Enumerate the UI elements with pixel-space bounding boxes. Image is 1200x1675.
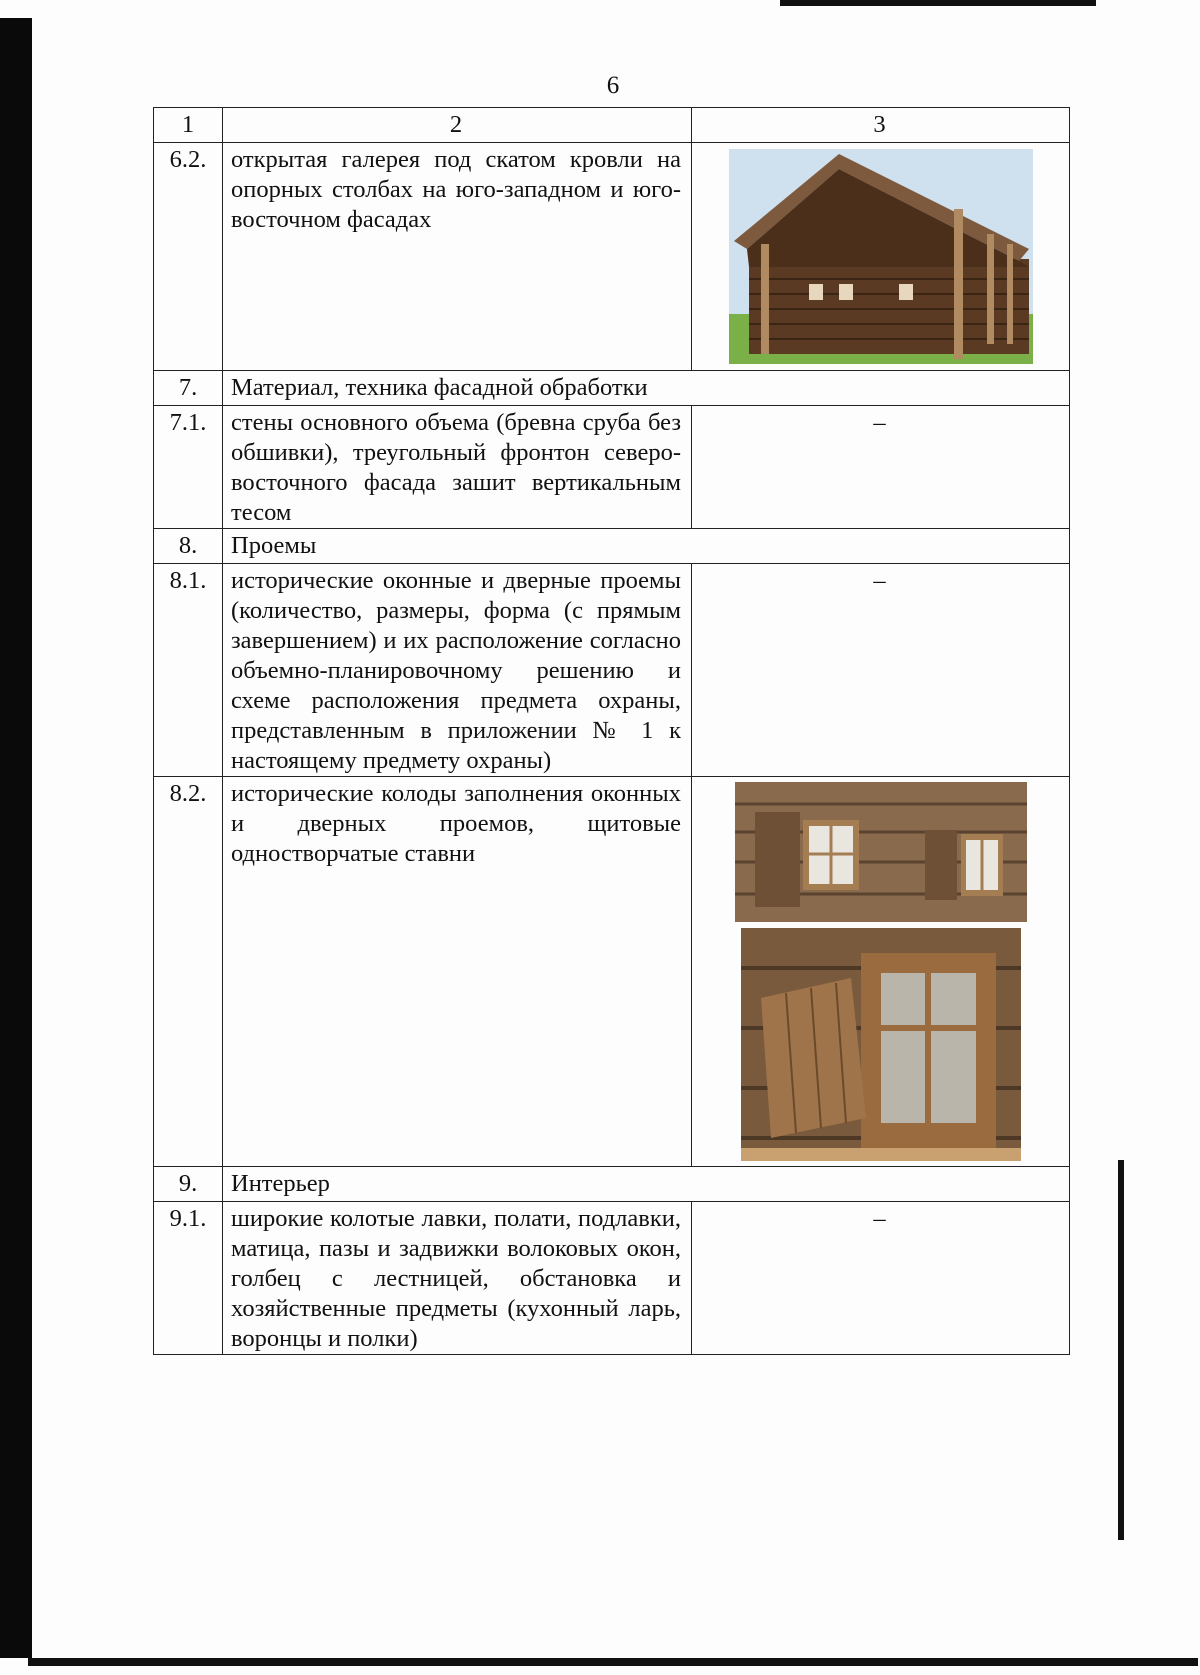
scan-edge-left xyxy=(0,18,32,1658)
protection-subject-table xyxy=(153,107,1070,1355)
section-title: Проемы xyxy=(223,529,1070,564)
row-text: исторические оконные и дверные проемы (количество, размеры, форма (с прямым завершением) и их расположение согласно объемно-планировочному решению и схеме расположения предмета охраны, представленным в приложении № 1 к настоящему предмету охраны) xyxy=(223,564,692,777)
row-value: – xyxy=(692,1202,1070,1355)
house-gallery-photo xyxy=(729,149,1033,364)
row-number: 9. xyxy=(154,1167,223,1202)
section-row xyxy=(154,1167,1070,1202)
table-row xyxy=(154,1202,1070,1355)
table-header-row xyxy=(154,108,1070,143)
section-row xyxy=(154,371,1070,406)
row-image-cell xyxy=(692,777,1070,1167)
section-title: Материал, техника фасадной обработки xyxy=(223,371,1070,406)
row-text: широкие колотые лавки, полати, подлавки, матица, пазы и задвижки волоковых окон, голбец с лестницей, обстановка и хозяйственные предметы (кухонный ларь, воронцы и полки) xyxy=(223,1202,692,1355)
row-number: 8. xyxy=(154,529,223,564)
row-text: стены основного объема (бревна сруба без обшивки), треугольный фронтон северо-восточного фасада зашит вертикальным тесом xyxy=(223,406,692,529)
header-col-2: 2 xyxy=(223,108,692,143)
section-row xyxy=(154,529,1070,564)
row-text: открытая галерея под скатом кровли на опорных столбах на юго-западном и юго-восточном фасадах xyxy=(223,143,692,371)
table-row xyxy=(154,143,1070,371)
row-number: 9.1. xyxy=(154,1202,223,1355)
row-number: 8.2. xyxy=(154,777,223,1167)
row-value: – xyxy=(692,406,1070,529)
row-number: 7. xyxy=(154,371,223,406)
section-title: Интерьер xyxy=(223,1167,1070,1202)
table-row xyxy=(154,406,1070,529)
row-number: 6.2. xyxy=(154,143,223,371)
header-col-1: 1 xyxy=(154,108,223,143)
window-shutters-photo-1 xyxy=(735,782,1027,922)
scan-edge-top xyxy=(780,0,1096,6)
table-row xyxy=(154,777,1070,1167)
row-number: 7.1. xyxy=(154,406,223,529)
row-text: исторические колоды заполнения оконных и дверных проемов, щитовые одностворчатые ставни xyxy=(223,777,692,1167)
page-number: 6 xyxy=(606,72,620,99)
window-shutters-photo-2 xyxy=(741,928,1021,1161)
table-row xyxy=(154,564,1070,777)
row-image-cell xyxy=(692,143,1070,371)
row-value: – xyxy=(692,564,1070,777)
scan-edge-right xyxy=(1118,1160,1124,1540)
scan-edge-bottom xyxy=(28,1658,1198,1666)
header-col-3: 3 xyxy=(692,108,1070,143)
row-number: 8.1. xyxy=(154,564,223,777)
